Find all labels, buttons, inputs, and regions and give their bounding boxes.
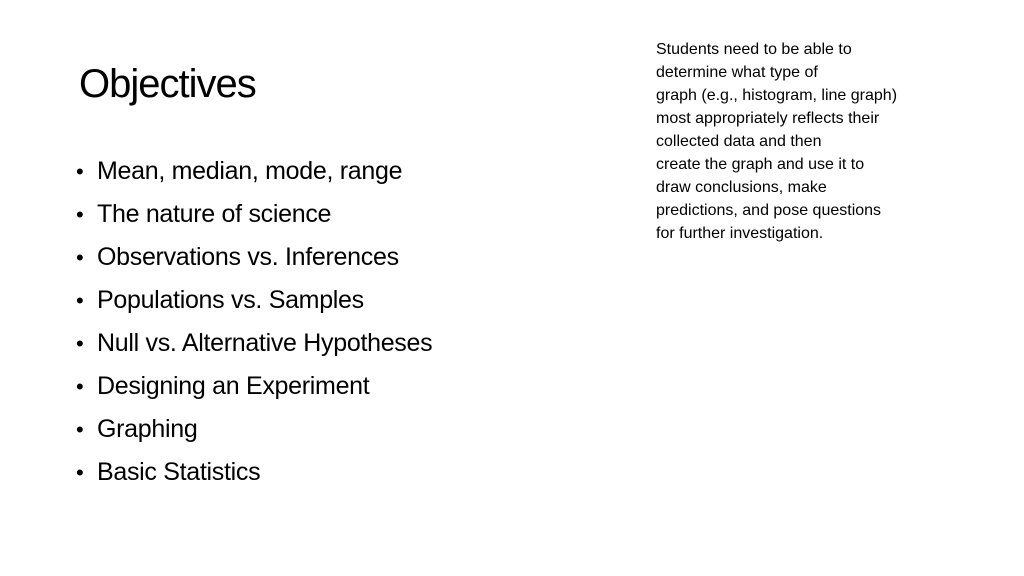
list-item	[76, 279, 432, 322]
list-item	[76, 451, 432, 494]
list-item-text: Observations vs. Inferences	[97, 243, 399, 271]
bullet-icon: •	[76, 202, 84, 227]
list-item-text: Designing an Experiment	[97, 372, 370, 400]
slide-title: Objectives	[79, 62, 256, 106]
note-line: predictions, and pose questions	[656, 202, 882, 219]
bullet-icon: •	[76, 417, 84, 442]
note-line: create the graph and use it to	[656, 156, 865, 173]
bullet-icon: •	[76, 460, 84, 485]
note-line: Students need to be able to	[656, 41, 852, 58]
bullet-icon: •	[76, 245, 84, 270]
objectives-list	[76, 150, 432, 494]
list-item-text: The nature of science	[97, 200, 332, 228]
bullet-icon: •	[76, 374, 84, 399]
note-line: most appropriately reflects their	[656, 110, 880, 127]
list-item	[76, 236, 432, 279]
list-item-text: Graphing	[97, 415, 198, 443]
list-item-text: Mean, median, mode, range	[97, 157, 403, 185]
list-item	[76, 322, 432, 365]
bullet-icon: •	[76, 331, 84, 356]
note-line: for further investigation.	[656, 225, 824, 242]
list-item-text: Basic Statistics	[97, 458, 261, 486]
note-line: draw conclusions, make	[656, 179, 827, 196]
note-line: graph (e.g., histogram, line graph)	[656, 87, 898, 104]
list-item	[76, 365, 432, 408]
note-line: collected data and then	[656, 133, 822, 150]
list-item	[76, 193, 432, 236]
note-line: determine what type of	[656, 64, 818, 81]
speaker-note	[656, 38, 956, 245]
list-item-text: Null vs. Alternative Hypotheses	[97, 329, 433, 357]
list-item	[76, 150, 432, 193]
bullet-icon: •	[76, 159, 84, 184]
list-item-text: Populations vs. Samples	[97, 286, 364, 314]
list-item	[76, 408, 432, 451]
bullet-icon: •	[76, 288, 84, 313]
